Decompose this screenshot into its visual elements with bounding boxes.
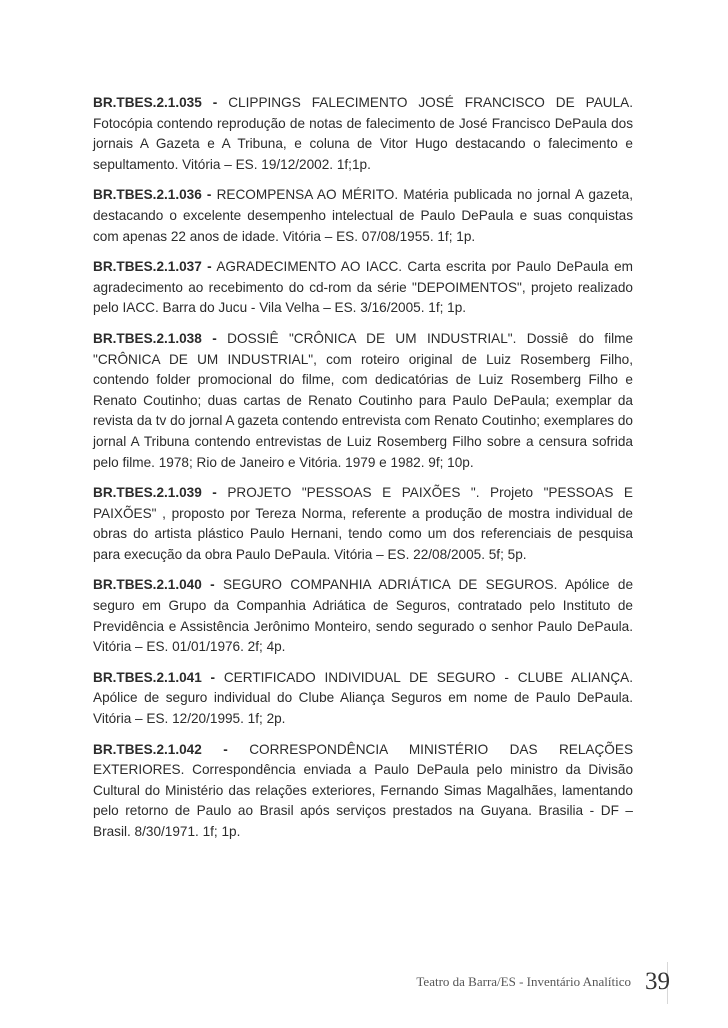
entry-code: BR.TBES.2.1.042 - (93, 741, 228, 757)
footer-text: Teatro da Barra/ES - Inventário Analítico (416, 974, 631, 989)
entry (93, 740, 633, 843)
page-footer (416, 968, 670, 996)
entry (93, 329, 633, 473)
entry-code: BR.TBES.2.1.040 - (93, 577, 215, 593)
entry-code: BR.TBES.2.1.036 - (93, 187, 212, 203)
entry (93, 483, 633, 565)
entry-text: CERTIFICADO INDIVIDUAL DE SEGURO - CLUBE ALIANÇA. Apólice de seguro individual do Clube Aliança Seguros em nome de Paulo DePaula. Vitória – ES. 12/20/1995. 1f; 2p. (93, 669, 633, 727)
entry-code: BR.TBES.2.1.039 - (93, 485, 217, 501)
entry (93, 185, 633, 247)
entry-code: BR.TBES.2.1.038 - (93, 330, 217, 346)
page-number: 39 (645, 968, 670, 995)
entry (93, 257, 633, 319)
entry-text: CLIPPINGS FALECIMENTO JOSÉ FRANCISCO DE PAULA. Fotocópia contendo reprodução de notas de falecimento de José Francisco DePaula dos jornais A Gazeta e A Tribuna, e coluna de Vitor Hugo destacando o falecimento e sepultamento. Vitória – ES. 19/12/2002. 1f;1p. (93, 95, 633, 172)
entry-code: BR.TBES.2.1.037 - (93, 259, 212, 275)
entry-list (93, 93, 633, 853)
entry (93, 93, 633, 175)
entry-text: CORRESPONDÊNCIA MINISTÉRIO DAS RELAÇÕES EXTERIORES. Correspondência enviada a Paulo DePaula pelo ministro da Divisão Cultural do Ministério das relações exteriores, Fernando Simas Magalhães, lamentando pelo retorno de Paulo ao Brasil após serviços prestados na Guyana. Brasilia - DF – Brasil. 8/30/1971. 1f; 1p. (93, 741, 634, 839)
entry-text: AGRADECIMENTO AO IACC. Carta escrita por Paulo DePaula em agradecimento ao recebimento do cd-rom da série "DEPOIMENTOS", projeto realizado pelo IACC. Barra do Jucu - Vila Velha – ES. 3/16/2005. 1f; 1p. (93, 259, 633, 316)
entry (93, 575, 633, 657)
entry-text: RECOMPENSA AO MÉRITO. Matéria publicada no jornal A gazeta, destacando o excelente desempenho intelectual de Paulo DePaula e suas conquistas com apenas 22 anos de idade. Vitória – ES. 07/08/1955. 1f; 1p. (93, 187, 633, 244)
entry-code: BR.TBES.2.1.035 - (93, 95, 218, 110)
entry-text: PROJETO "PESSOAS E PAIXÕES ". Projeto "PESSOAS E PAIXÕES" , proposto por Tereza Norma, referente a produção de mostra individual de obras do artista plástico Paulo Hernani, tendo como um dos referenciais de pesquisa para execução da obra Paulo DePaula. Vitória – ES. 22/08/2005. 5f; 5p. (93, 485, 633, 562)
entry-text: SEGURO COMPANHIA ADRIÁTICA DE SEGUROS. Apólice de seguro em Grupo da Companhia Adriática de Seguros, contratado pelo Instituto de Previdência e Assistência Jerônimo Monteiro, sendo segurado o senhor Paulo DePaula. Vitória – ES. 01/01/1976. 2f; 4p. (93, 577, 634, 655)
entry-text: DOSSIÊ "CRÔNICA DE UM INDUSTRIAL". Dossiê do filme "CRÔNICA DE UM INDUSTRIAL", com roteiro original de Luiz Rosemberg Filho, contendo folder promocional do filme, com dedicatórias de Luiz Rosemberg Filho e Renato Coutinho; duas cartas de Renato Coutinho para Paulo DePaula; exemplar da revista da tv do jornal A gazeta contendo entrevista com Renato Coutinho; exemplares do jornal A Tribuna contendo entrevistas de Luiz Rosemberg Filho sobre a censura sofrida pelo filme. 1978; Rio de Janeiro e Vitória. 1979 e 1982. 9f; 10p. (93, 330, 634, 470)
entry-code: BR.TBES.2.1.041 - (93, 669, 216, 685)
entry (93, 668, 633, 730)
